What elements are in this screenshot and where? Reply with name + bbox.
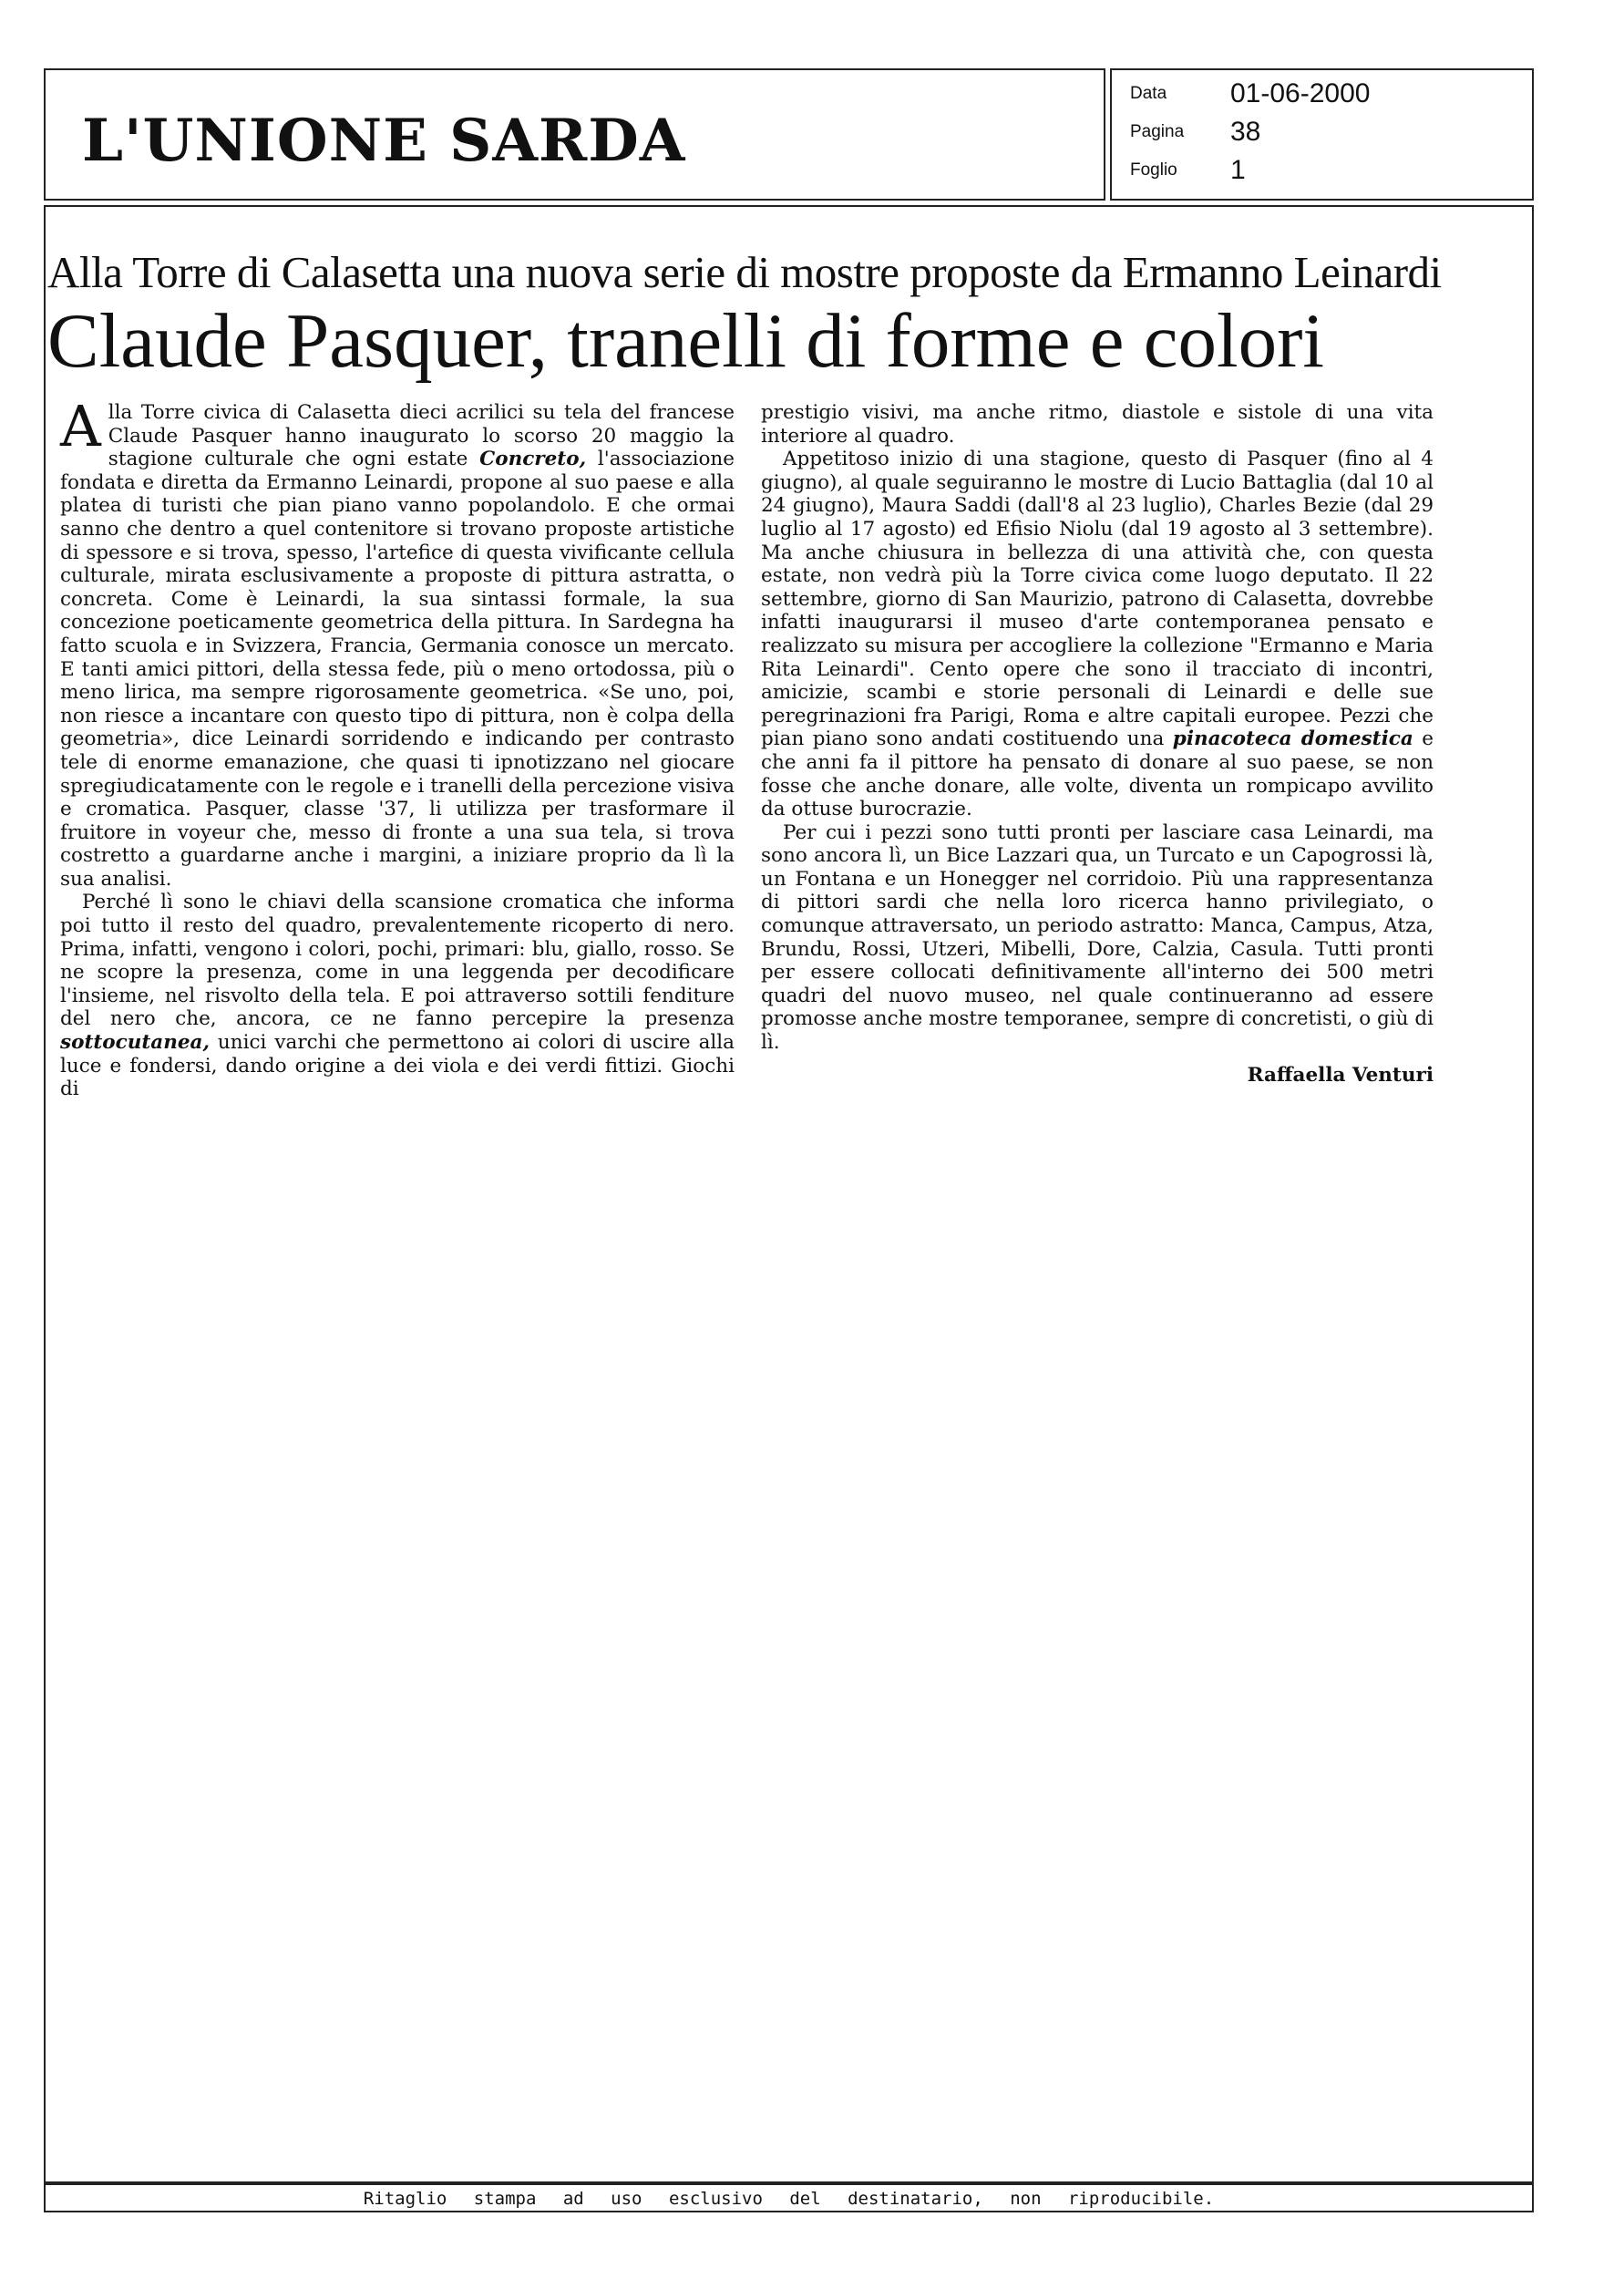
newspaper-masthead: L'UNIONE SARDA — [82, 107, 686, 175]
author-byline: Raffaella Venturi — [1247, 1063, 1434, 1087]
meta-sheet-label: Foglio — [1130, 160, 1177, 180]
article-kicker: Alla Torre di Calasetta una nuova serie di mostre proposte da Ermanno Leinardi — [47, 247, 1442, 297]
meta-page-label: Pagina — [1130, 122, 1185, 141]
emphasis-text: sottocutanea, — [60, 1031, 210, 1055]
paragraph — [761, 821, 1434, 1055]
paragraph-text: Appetitoso inizio di una stagione, questo di Pasquer (fino al 4 giugno), al quale seguiranno le mostre di Lucio Battaglia (dal 10 al 24 giugno), Maura Saddi (dall'8 al 23 luglio), Charles Bezie (dal 29 luglio al 17 agosto) ed Efisio Niolu (dal 19 agosto al 3 settembre). Ma anche chiusura in bellezza di una attività che, con questa estate, non vedrà più la Torre civica come luogo deputato. Il 22 settembre, giorno di San Maurizio, patrono di Calasetta, dovrebbe infatti inaugurarsi il museo d'arte contemporanea pensato e realizzato su misura per accogliere la collezione "Ermanno e Maria Rita Leinardi". Cento opere che sono il tracciato di incontri, amicizie, scambi e storie personali di Leinardi e delle sue peregrinazioni fra Parigi, Roma e altre capitali europee. Pezzi che pian piano sono andati costituendo una — [761, 448, 1434, 751]
emphasis-text: pinacoteca domestica — [1172, 727, 1413, 751]
paragraph — [60, 393, 735, 891]
meta-date-label: Data — [1130, 84, 1167, 103]
paragraph-text: l'associazione fondata e diretta da Ermanno Leinardi, propone al suo paese e alla platea di turisti che pian piano vanno popolandolo. E che ormai sanno che dentro a quel contenitore si trovano proposte artistiche di spessore e si trova, spesso, l'artefice di questa vivificante cellula culturale, mirata esclusivamente a proposte di pittura astratta, o concreta. Come è Leinardi, la sua sintassi formale, la sua concezione poeticamente geometrica della pittura. In Sardegna ha fatto scuola e in Svizzera, Francia, Germania conosce un mercato. E tanti amici pittori, della stessa fede, più o meno ortodossa, più o meno lirica, ma sempre rigorosamente geometrica. «Se uno, poi, non riesce a incantare con questo tipo di pittura, non è colpa della geometria», dice Leinardi sorridendo e indicando per contrasto tele di enorme emanazione, che quasi ti ipnotizzano nel giocare spregiudicatamente con le regole e i tranelli della percezione visiva e cromatica. Pasquer, classe '37, li utilizza per trasformare il fruitore in voyeur che, messo di fronte a una sua tela, si trova costretto a guardarne anche i margini, a iniziare proprio da lì la sua analisi. — [60, 448, 735, 891]
paragraph — [60, 891, 735, 1100]
meta-page-value: 38 — [1230, 117, 1261, 147]
article-column-left — [60, 393, 735, 1101]
footer-notice-box — [44, 2183, 1534, 2212]
paragraph-text: lla Torre civica di Calasetta dieci acrilici su tela del francese Claude Pasquer hanno inaugurato lo scorso 20 maggio la stagione culturale che ogni estate — [108, 401, 735, 471]
paragraph — [761, 448, 1434, 821]
paragraph-text: prestigio visivi, ma anche ritmo, diastole e sistole di una vita interiore al quadro. — [761, 401, 1434, 448]
paragraph — [761, 401, 1434, 448]
masthead-box — [44, 68, 1105, 201]
paragraph-text: Per cui i pezzi sono tutti pronti per lasciare casa Leinardi, ma sono ancora lì, un Bice Lazzari qua, un Turcato e un Capogrossi là, un Fontana e un Honegger nel corridoio. Più una rappresentanza di pittori sardi che nella loro ricerca hanno privilegiato, o comunque attraversato, un periodo astratto: Manca, Campus, Atza, Brundu, Rossi, Utzeri, Mibelli, Dore, Calzia, Casula. Tutti pronti per essere collocati definitivamente all'interno dei 500 metri quadri del nuovo museo, nel quale continueranno ad essere promosse anche mostre temporanee, sempre di concretisti, o giù di lì. — [761, 820, 1434, 1055]
meta-page-row — [1130, 116, 1260, 149]
meta-sheet-row — [1130, 154, 1246, 187]
meta-date-row — [1130, 77, 1370, 110]
meta-sheet-value: 1 — [1230, 155, 1246, 185]
footer-notice: Ritaglio stampa ad uso esclusivo del destinatario, non riproducibile. — [363, 2189, 1215, 2209]
paragraph-text: e che anni fa il pittore ha pensato di donare al suo paese, se non fosse che anche donare, alle volte, diventa un rompicapo avvilito da ottuse burocrazie. — [761, 727, 1434, 821]
paragraph-text: Perché lì sono le chiavi della scansione cromatica che informa poi tutto il resto del quadro, prevalentemente ricoperto di nero. Prima, infatti, vengono i colori, pochi, primari: blu, giallo, rosso. Se ne scopre la presenza, come in una leggenda per decodificare l'insieme, nel risvolto della tela. E poi attraverso sottili fenditure del nero che, ancora, ce ne fanno percepire la presenza — [60, 891, 735, 1031]
drop-cap: A — [60, 393, 101, 459]
article-headline: Claude Pasquer, tranelli di forme e colori — [47, 298, 1325, 384]
meta-date-value: 01-06-2000 — [1230, 78, 1371, 108]
paragraph-text: unici varchi che permettono ai colori di uscire alla luce e fondersi, dando origine a dei viola e dei verdi fittizi. Giochi di — [60, 1031, 735, 1101]
article-column-right — [761, 401, 1434, 1087]
emphasis-text: Concreto, — [479, 448, 587, 471]
publication-meta — [1110, 68, 1534, 201]
